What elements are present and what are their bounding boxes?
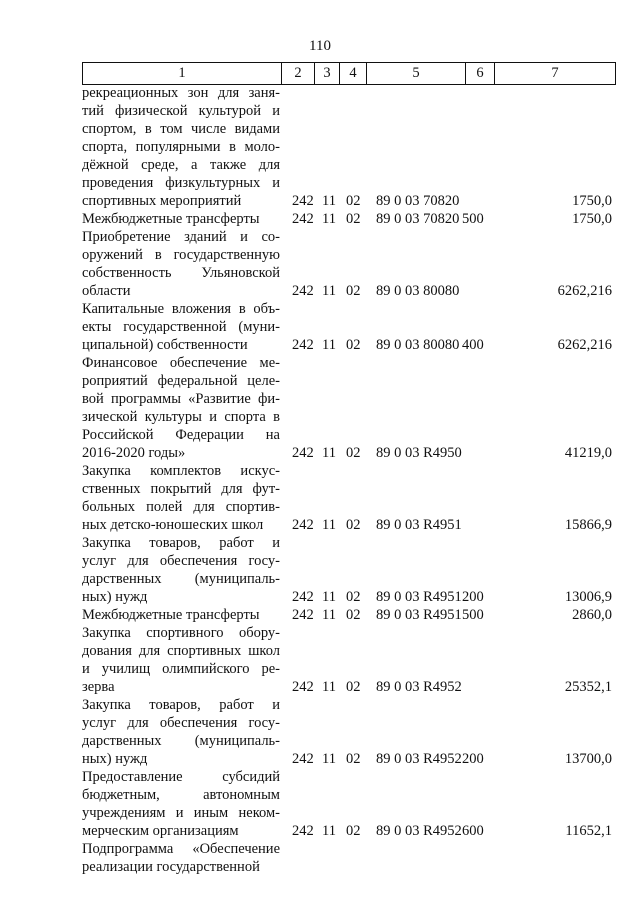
description-line: Российской Федерации на [82,427,280,443]
header-col-4: 4 [340,63,367,85]
header-col-7: 7 [495,63,616,85]
description-line: ных) нужд [82,751,148,767]
description-line: ных) нужд [82,589,148,605]
code-subsection: 02 [346,193,361,209]
row-description [82,840,280,876]
description-line: области [82,283,131,299]
code-section: 11 [322,517,336,533]
code-admin: 242 [292,283,314,299]
description-line: дёжной среде, а также для [82,157,280,173]
table-row [82,840,612,876]
table-row [82,354,612,462]
row-description [82,210,280,228]
description-line: Предоставление субсидий [82,769,280,785]
amount: 6262,216 [557,283,612,299]
code-section: 11 [322,823,336,839]
code-section: 11 [322,211,336,227]
description-line: оружений в государственную [82,247,280,263]
row-description [82,768,280,840]
row-description [82,228,280,300]
description-line: рекреационных зон для заня- [82,85,280,101]
table-row [82,696,612,768]
code-subsection: 02 [346,679,361,695]
description-line: Подпрограмма «Обеспечение [82,841,280,857]
description-line: роприятий федеральной целе- [82,373,280,389]
table-row [82,462,612,534]
amount: 2860,0 [572,607,612,623]
table-header [82,62,616,85]
amount: 1750,0 [572,211,612,227]
code-section: 11 [322,751,336,767]
description-line: вой программы «Развитие фи- [82,391,280,407]
table-row [82,300,612,354]
code-subsection: 02 [346,517,361,533]
code-section: 11 [322,589,336,605]
code-target: 89 0 03 R4952 [376,823,462,839]
description-line: тий физической культурой и [82,103,280,119]
description-line: бюджетным, автономным [82,787,280,803]
header-col-3: 3 [315,63,340,85]
code-target: 89 0 03 80080 [376,283,460,299]
code-target: 89 0 03 R4951 [376,517,462,533]
code-section: 11 [322,445,336,461]
description-line: собственность Ульяновской [82,265,280,281]
description-line: проведения физкультурных и [82,175,280,191]
description-line: спортивных мероприятий [82,193,242,209]
table-row [82,210,612,228]
code-target: 89 0 03 R4952 [376,751,462,767]
code-expense-type: 200 [462,751,484,767]
amount: 13006,9 [564,589,612,605]
row-description [82,696,280,768]
code-expense-type: 500 [462,211,484,227]
code-expense-type: 600 [462,823,484,839]
description-line: Капитальные вложения в объ- [82,301,280,317]
description-line: зерва [82,679,115,695]
code-subsection: 02 [346,445,361,461]
code-target: 89 0 03 R4950 [376,445,462,461]
description-line: дарственных (муниципаль- [82,733,280,749]
description-line: спортом, в том числе видами [82,121,280,137]
description-line: услуг для обеспечения госу- [82,553,280,569]
description-line: зической культуры и спорта в [82,409,280,425]
header-col-1: 1 [83,63,282,85]
code-admin: 242 [292,751,314,767]
row-description [82,534,280,606]
code-subsection: 02 [346,607,361,623]
code-subsection: 02 [346,211,361,227]
row-description [82,300,280,354]
description-line: мерческим организациям [82,823,239,839]
description-line: ственных покрытий для фут- [82,481,280,497]
code-admin: 242 [292,589,314,605]
code-section: 11 [322,607,336,623]
code-target: 89 0 03 70820 [376,211,460,227]
code-subsection: 02 [346,337,361,353]
description-line: больных полей для спортив- [82,499,280,515]
code-admin: 242 [292,679,314,695]
table-row [82,84,612,210]
code-admin: 242 [292,445,314,461]
code-target: 89 0 03 70820 [376,193,460,209]
description-line: услуг для обеспечения госу- [82,715,280,731]
code-admin: 242 [292,193,314,209]
table-body [82,84,612,876]
code-target: 89 0 03 R4951 [376,589,462,605]
description-line: реализации государственной [82,859,260,875]
amount: 15866,9 [564,517,612,533]
code-expense-type: 400 [462,337,484,353]
code-target: 89 0 03 R4951 [376,607,462,623]
description-line: Приобретение зданий и со- [82,229,280,245]
table-row [82,606,612,624]
table-row [82,624,612,696]
row-description [82,354,280,462]
code-subsection: 02 [346,823,361,839]
description-line: Закупка спортивного обору- [82,625,280,641]
amount: 11652,1 [565,823,612,839]
code-section: 11 [322,679,336,695]
amount: 41219,0 [564,445,612,461]
row-description [82,624,280,696]
table-row [82,534,612,606]
code-section: 11 [322,193,336,209]
code-subsection: 02 [346,751,361,767]
description-line: учреждениям и иным неком- [82,805,280,821]
code-target: 89 0 03 80080 [376,337,460,353]
code-admin: 242 [292,823,314,839]
page-number: 110 [309,38,331,54]
amount: 1750,0 [572,193,612,209]
description-line: спорта, популярными в моло- [82,139,280,155]
code-admin: 242 [292,337,314,353]
description-line: дарственных (муниципаль- [82,571,280,587]
table-row [82,228,612,300]
code-expense-type: 200 [462,589,484,605]
amount: 25352,1 [564,679,612,695]
description-line: ных детско-юношеских школ [82,517,264,533]
description-line: Межбюджетные трансферты [82,211,260,227]
amount: 13700,0 [564,751,612,767]
code-section: 11 [322,337,336,353]
description-line: Закупка товаров, работ и [82,535,280,551]
header-col-2: 2 [282,63,315,85]
amount: 6262,216 [557,337,612,353]
row-description [82,462,280,534]
code-subsection: 02 [346,283,361,299]
code-admin: 242 [292,607,314,623]
row-description [82,84,280,210]
code-target: 89 0 03 R4952 [376,679,462,695]
description-line: Закупка комплектов искус- [82,463,280,479]
header-col-6: 6 [466,63,495,85]
table-row [82,768,612,840]
code-admin: 242 [292,211,314,227]
row-description [82,606,280,624]
description-line: ципальной) собственности [82,337,248,353]
code-subsection: 02 [346,589,361,605]
description-line: дования для спортивных школ [82,643,280,659]
description-line: 2016-2020 годы» [82,445,186,461]
code-expense-type: 500 [462,607,484,623]
description-line: Финансовое обеспечение ме- [82,355,280,371]
code-section: 11 [322,283,336,299]
code-admin: 242 [292,517,314,533]
description-line: екты государственной (муни- [82,319,280,335]
header-col-5: 5 [367,63,466,85]
description-line: Межбюджетные трансферты [82,607,260,623]
description-line: Закупка товаров, работ и [82,697,280,713]
description-line: и училищ олимпийского ре- [82,661,280,677]
